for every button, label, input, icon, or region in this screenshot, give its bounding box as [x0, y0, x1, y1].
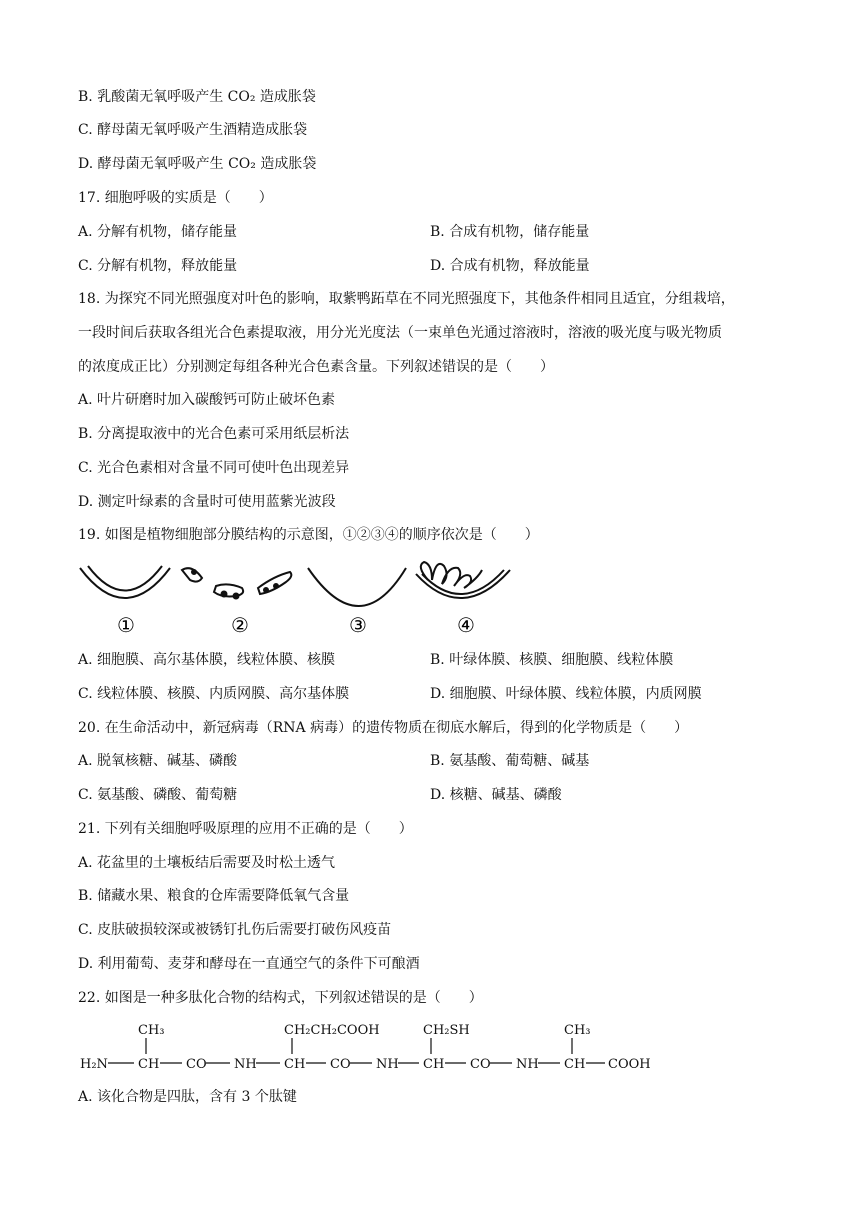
q18-stem-line3: 的浓度成正比）分别测定每组各种光合色素含量。下列叙述错误的是（ ） — [78, 359, 554, 375]
q18-stem-line1: 18. 为探究不同光照强度对叶色的影响，取紫鸭跖草在不同光照强度下，其他条件相同且适宜，分组栽培， — [78, 291, 735, 307]
membrane-label-3: ③ — [349, 613, 367, 637]
carbonyl-3: CO — [470, 1057, 491, 1072]
q16-option-d: D. 酵母菌无氧呼吸产生 CO₂ 造成胀袋 — [78, 156, 317, 172]
amide-3: NH — [516, 1057, 539, 1072]
q21-stem: 21. 下列有关细胞呼吸原理的应用不正确的是（ ） — [78, 821, 413, 837]
q19-stem: 19. 如图是植物细胞部分膜结构的示意图，①②③④的顺序依次是（ ） — [78, 527, 539, 543]
side-chain-1: CH₃ — [138, 1023, 165, 1038]
q22-option-a: A. 该化合物是四肽，含有 3 个肽键 — [78, 1089, 297, 1105]
q20-option-c: C. 氨基酸、磷酸、葡萄糖 — [78, 787, 238, 803]
q20-option-d: D. 核糖、碱基、磷酸 — [430, 787, 562, 803]
q22-stem: 22. 如图是一种多肽化合物的结构式，下列叙述错误的是（ ） — [78, 990, 483, 1006]
q19-option-d: D. 细胞膜、叶绿体膜、线粒体膜，内质网膜 — [430, 686, 702, 702]
polypeptide-formula — [78, 1020, 678, 1076]
q20-option-b: B. 氨基酸、葡萄糖、碱基 — [430, 753, 590, 769]
membrane-3-figure — [308, 568, 406, 606]
membrane-label-2: ② — [231, 613, 249, 637]
q20-option-a: A. 脱氧核糖、碱基、磷酸 — [78, 753, 238, 769]
q17-option-c: C. 分解有机物，释放能量 — [78, 258, 238, 274]
carbonyl-2: CO — [330, 1057, 351, 1072]
alpha-carbon-1: CH — [138, 1057, 160, 1072]
alpha-carbon-3: CH — [423, 1057, 445, 1072]
q18-option-d: D. 测定叶绿素的含量时可使用蓝紫光波段 — [78, 494, 336, 510]
membrane-label-1: ① — [117, 613, 135, 637]
q18-stem-line2: 一段时间后获取各组光合色素提取液，用分光光度法（一束单色光通过溶液时，溶液的吸光度与吸光物质 — [78, 325, 722, 341]
amide-1: NH — [234, 1057, 257, 1072]
q21-option-c: C. 皮肤破损较深或被锈钉扎伤后需要打破伤风疫苗 — [78, 922, 392, 938]
q18-option-c: C. 光合色素相对含量不同可使叶色出现差异 — [78, 460, 350, 476]
n-terminus: H₂N — [80, 1057, 108, 1072]
q18-option-a: A. 叶片研磨时加入碳酸钙可防止破坏色素 — [78, 392, 336, 408]
q20-stem: 20. 在生命活动中，新冠病毒（RNA 病毒）的遗传物质在彻底水解后，得到的化学物质是（ ） — [78, 720, 689, 736]
q19-option-c: C. 线粒体膜、核膜、内质网膜、高尔基体膜 — [78, 686, 350, 702]
alpha-carbon-2: CH — [284, 1057, 306, 1072]
membrane-diagram — [78, 560, 528, 638]
alpha-carbon-4: CH — [564, 1057, 586, 1072]
q17-stem: 17. 细胞呼吸的实质是（ ） — [78, 190, 273, 206]
q16-option-c: C. 酵母菌无氧呼吸产生酒精造成胀袋 — [78, 122, 308, 138]
q17-option-d: D. 合成有机物，释放能量 — [430, 258, 590, 274]
membrane-1-figure — [80, 566, 170, 598]
membrane-label-4: ④ — [457, 613, 475, 637]
c-terminus: COOH — [608, 1057, 651, 1072]
q16-option-b: B. 乳酸菌无氧呼吸产生 CO₂ 造成胀袋 — [78, 89, 316, 105]
membrane-4-figure — [416, 562, 510, 598]
q21-option-a: A. 花盆里的土壤板结后需要及时松土透气 — [78, 855, 336, 871]
q21-option-b: B. 储藏水果、粮食的仓库需要降低氧气含量 — [78, 888, 350, 904]
q18-option-b: B. 分离提取液中的光合色素可采用纸层析法 — [78, 426, 350, 442]
membrane-2-figure — [182, 568, 291, 598]
q17-option-a: A. 分解有机物，储存能量 — [78, 224, 238, 240]
carbonyl-1: CO — [186, 1057, 207, 1072]
side-chain-4: CH₃ — [564, 1023, 591, 1038]
amide-2: NH — [376, 1057, 399, 1072]
q19-option-b: B. 叶绿体膜、核膜、细胞膜、线粒体膜 — [430, 652, 674, 668]
q21-option-d: D. 利用葡萄、麦芽和酵母在一直通空气的条件下可酿酒 — [78, 956, 420, 972]
q17-option-b: B. 合成有机物，储存能量 — [430, 224, 590, 240]
side-chain-3: CH₂SH — [423, 1023, 470, 1038]
side-chain-2: CH₂CH₂COOH — [284, 1023, 380, 1038]
q19-option-a: A. 细胞膜、高尔基体膜，线粒体膜、核膜 — [78, 652, 336, 668]
